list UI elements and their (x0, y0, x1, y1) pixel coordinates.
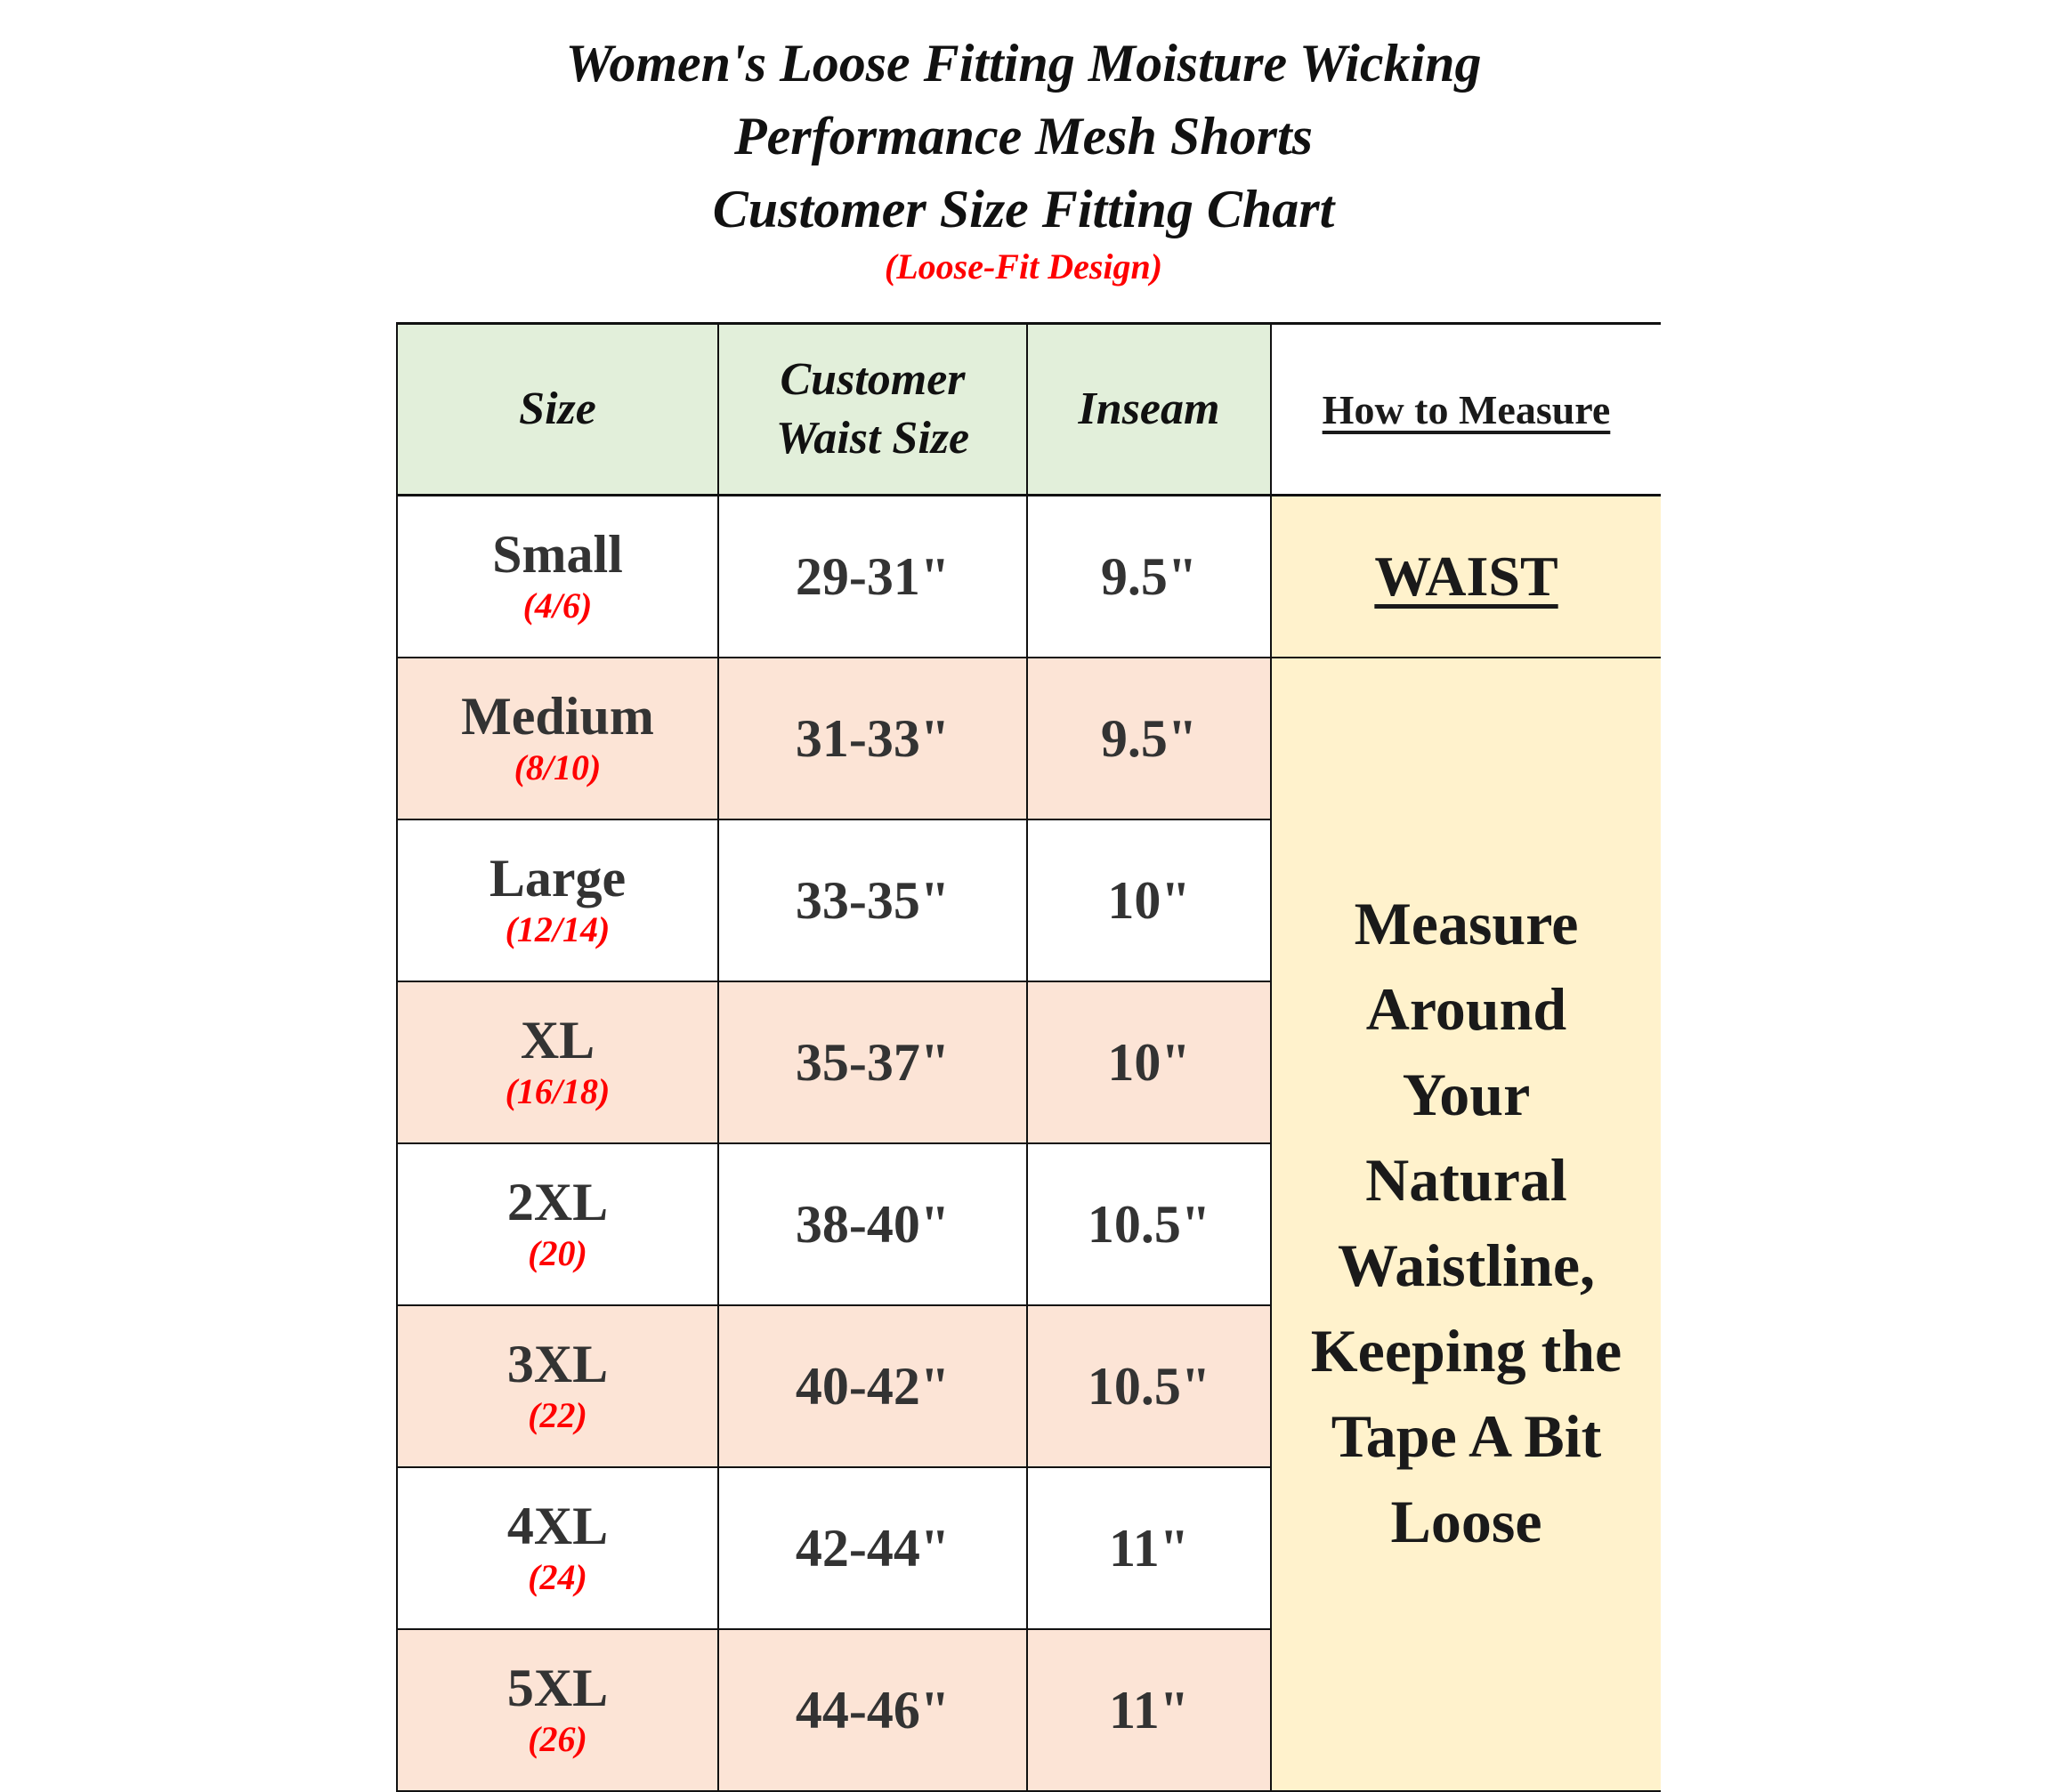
size-cell (397, 658, 718, 819)
header-row (397, 324, 1661, 496)
instruction-line: Around (1365, 975, 1567, 1043)
inseam-cell: 9.5" (1027, 496, 1271, 658)
inseam-cell: 10" (1027, 819, 1271, 981)
waist-cell: 31-33" (718, 658, 1027, 819)
waist-cell: 44-46" (718, 1629, 1027, 1791)
header-waist-line2: Waist Size (775, 413, 970, 464)
numeric-size: (16/18) (505, 1070, 611, 1111)
numeric-size: (22) (528, 1394, 587, 1435)
instruction-line: Loose (1390, 1488, 1542, 1555)
instruction-line: Natural (1365, 1146, 1567, 1214)
title-line-2: Performance Mesh Shorts (733, 107, 1314, 165)
numeric-size: (4/6) (522, 585, 593, 626)
size-label: 4XL (506, 1496, 609, 1555)
size-chart-table (396, 322, 1661, 1792)
size-label: XL (520, 1010, 595, 1070)
chart-subtitle: (Loose-Fit Design) (884, 246, 1163, 287)
measure-instructions (1271, 658, 1661, 1791)
numeric-size: (8/10) (514, 747, 602, 787)
header-inseam: Inseam (1027, 324, 1271, 496)
instruction-line: Keeping the (1310, 1317, 1622, 1384)
numeric-size: (24) (528, 1556, 587, 1597)
size-label: Large (489, 848, 627, 908)
waist-label: WAIST (1271, 496, 1661, 658)
waist-cell: 35-37" (718, 981, 1027, 1143)
size-cell (397, 819, 718, 981)
size-cell (397, 1467, 718, 1629)
waist-cell: 29-31" (718, 496, 1027, 658)
numeric-size: (20) (528, 1232, 587, 1273)
header-size: Size (397, 324, 718, 496)
size-cell (397, 981, 718, 1143)
instruction-line: Measure (1354, 890, 1579, 957)
header-waist (718, 324, 1027, 496)
title-line-1: Women's Loose Fitting Moisture Wicking (565, 34, 1482, 93)
inseam-cell: 9.5" (1027, 658, 1271, 819)
inseam-cell: 10" (1027, 981, 1271, 1143)
waist-cell: 38-40" (718, 1143, 1027, 1305)
instruction-line: Your (1402, 1061, 1531, 1128)
size-cell (397, 1305, 718, 1467)
size-label: 3XL (506, 1334, 609, 1393)
size-cell (397, 496, 718, 658)
table-row (397, 658, 1661, 819)
numeric-size: (26) (528, 1718, 587, 1759)
inseam-cell: 10.5" (1027, 1143, 1271, 1305)
waist-cell: 40-42" (718, 1305, 1027, 1467)
numeric-size: (12/14) (505, 908, 611, 949)
size-cell (397, 1143, 718, 1305)
header-waist-line1: Customer (780, 354, 966, 405)
size-label: 2XL (506, 1172, 609, 1231)
chart-title (0, 27, 2047, 246)
size-cell (397, 1629, 718, 1791)
header-how-to-measure: How to Measure (1271, 324, 1661, 496)
size-label: 5XL (506, 1658, 609, 1717)
waist-cell: 42-44" (718, 1467, 1027, 1629)
size-label: Medium (461, 686, 654, 746)
table-row (397, 496, 1661, 658)
size-label: Small (492, 524, 623, 584)
inseam-cell: 11" (1027, 1629, 1271, 1791)
inseam-cell: 11" (1027, 1467, 1271, 1629)
inseam-cell: 10.5" (1027, 1305, 1271, 1467)
title-line-3: Customer Size Fitting Chart (712, 180, 1335, 238)
instruction-line: Waistline, (1337, 1231, 1596, 1299)
instruction-line: Tape A Bit (1331, 1402, 1602, 1470)
waist-cell: 33-35" (718, 819, 1027, 981)
